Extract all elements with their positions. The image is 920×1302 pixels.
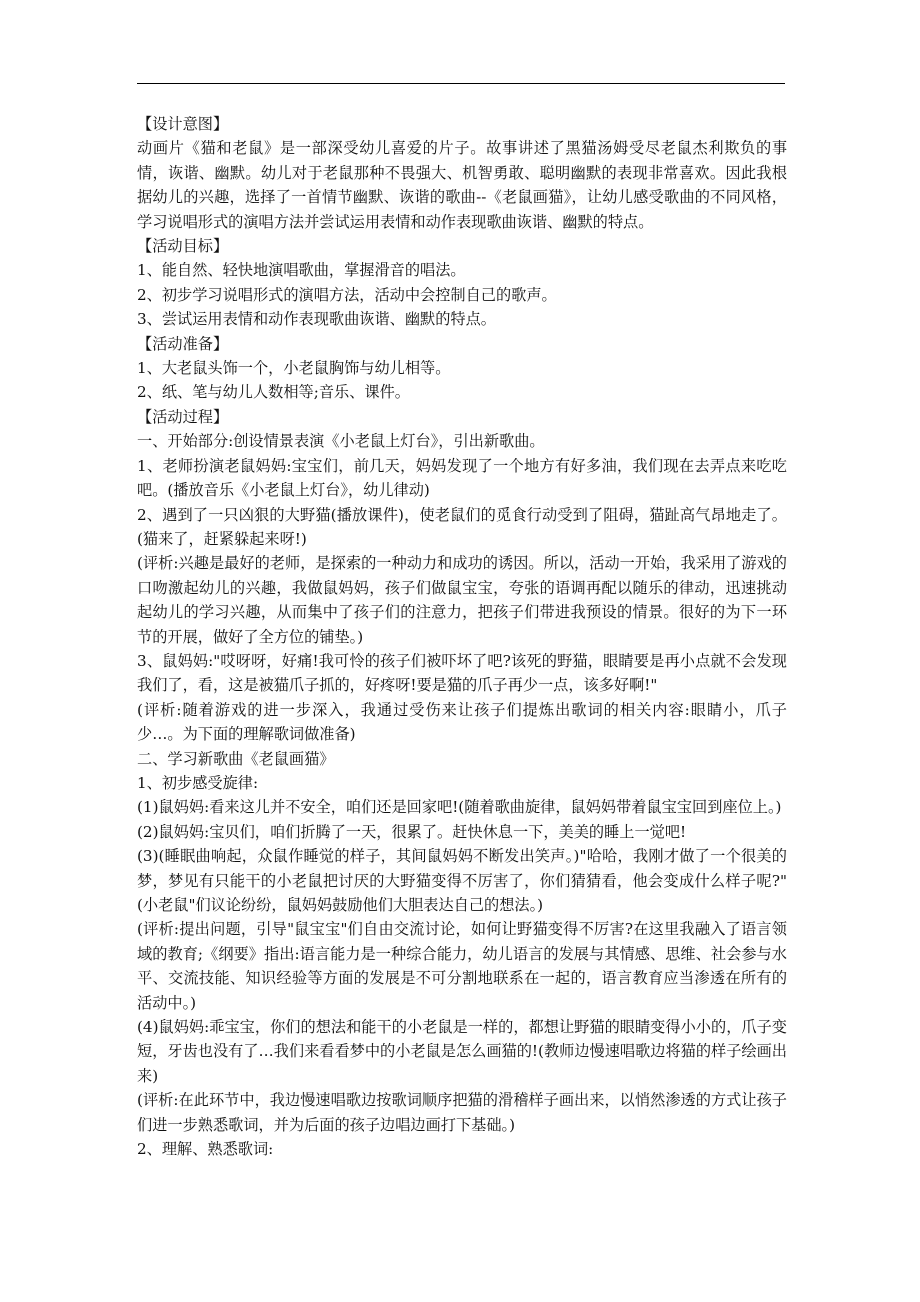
section-heading-process: 【活动过程】 — [137, 407, 229, 426]
process-step-1: 1、老师扮演老鼠妈妈:宝宝们，前几天，妈妈发现了一个地方有好多油，我们现在去弄点来吃吃吧。(播放音乐《小老鼠上灯台》，幼儿律动) — [137, 456, 787, 500]
commentary-4: (评析:在此环节中，我边慢速唱歌边按歌词顺序把猫的滑稽样子画出来，以悄然渗透的方式让孩子们进一步熟悉歌词，并为后面的孩子边唱边画打下基础。) — [137, 1091, 787, 1134]
goal-item-1: 1、能自然、轻快地演唱歌曲，掌握滑音的唱法。 — [137, 261, 466, 280]
commentary-3: (评析:提出问题，引导"鼠宝宝"们自由交流讨论，如何让野猫变得不厉害?在这里我融入了语言领域的教育;《纲要》指出:语言能力是一种综合能力，幼儿语言的发展与其情感、思维、社会参与水平、交流技能、知识经验等方面的发展是不可分割地联系在一起的，语言教育应当渗透在所有的活动中。) — [137, 920, 787, 1012]
preparation-item-2: 2、纸、笔与幼儿人数相等;音乐、课件。 — [137, 383, 410, 402]
melody-step-2: (2)鼠妈妈:宝贝们，咱们折腾了一天，很累了。赶快休息一下，美美的睡上一觉吧! — [137, 822, 687, 841]
goal-item-2: 2、初步学习说唱形式的演唱方法，活动中会控制自己的歌声。 — [137, 285, 557, 304]
melody-step-4: (4)鼠妈妈:乖宝宝，你们的想法和能干的小老鼠是一样的，都想让野猫的眼睛变得小小的，爪子变短，牙齿也没有了…我们来看看梦中的小老鼠是怎么画猫的!(教师边慢速唱歌边将猫的样子绘画出来) — [137, 1018, 787, 1085]
process-part-1-title: 一、开始部分:创设情景表演《小老鼠上灯台》，引出新歌曲。 — [137, 432, 545, 451]
commentary-2: (评析:随着游戏的进一步深入，我通过受伤来让孩子们提炼出歌词的相关内容:眼睛小，爪子少…。为下面的理解歌词做准备) — [137, 700, 787, 744]
commentary-1: (评析:兴趣是最好的老师，是探索的一种动力和成功的诱因。所以，活动一开始，我采用了游戏的口吻激起幼儿的兴趣，我做鼠妈妈，孩子们做鼠宝宝，夸张的语调再配以随乐的律动，迅速挑动起幼儿的学习兴趣，从而集中了孩子们的注意力，把孩子们带进我预设的情景。很好的为下一环节的开展，做好了全方位的铺垫。) — [137, 554, 787, 646]
process-part-2-title: 二、学习新歌曲《老鼠画猫》 — [137, 749, 335, 768]
section-heading-goals: 【活动目标】 — [137, 237, 229, 256]
goal-item-3: 3、尝试运用表情和动作表现歌曲诙谐、幽默的特点。 — [137, 310, 496, 329]
melody-step-1: (1)鼠妈妈:看来这儿并不安全，咱们还是回家吧!(随着歌曲旋律，鼠妈妈带着鼠宝宝回到座位上。) — [137, 798, 782, 817]
document-body — [137, 112, 787, 1161]
lyrics-title: 2、理解、熟悉歌词: — [137, 1140, 274, 1159]
section-heading-design-intent: 【设计意图】 — [137, 115, 229, 133]
melody-step-3: (3)(睡眠曲响起，众鼠作睡觉的样子，其间鼠妈妈不断发出笑声。)"哈哈，我刚才做了一个很美的梦，梦见有只能干的小老鼠把讨厌的大野猫变得不厉害了，你们猜猜看，他会变成什么样子呢?"(小老鼠"们议论纷纷，鼠妈妈鼓励他们大胆表达自己的想法。) — [137, 847, 787, 914]
process-step-2: 2、遇到了一只凶狠的大野猫(播放课件)，使老鼠们的觅食行动受到了阻碍，猫趾高气昂地走了。(猫来了，赶紧躲起来呀!) — [137, 505, 787, 548]
melody-title: 1、初步感受旋律: — [137, 773, 259, 792]
preparation-item-1: 1、大老鼠头饰一个，小老鼠胸饰与幼儿相等。 — [137, 359, 451, 378]
header-rule — [137, 83, 785, 84]
process-step-3: 3、鼠妈妈:"哎呀呀，好痛!我可怜的孩子们被吓坏了吧?该死的野猫，眼睛要是再小点就不会发现我们了，看，这是被猫爪子抓的，好疼呀!要是猫的爪子再少一点，该多好啊!" — [137, 651, 787, 695]
section-heading-preparation: 【活动准备】 — [137, 334, 229, 353]
paragraph-design-intent: 动画片《猫和老鼠》是一部深受幼儿喜爱的片子。故事讲述了黑猫汤姆受尽老鼠杰利欺负的事情，诙谐、幽默。幼儿对于老鼠那种不畏强大、机智勇敢、聪明幽默的表现非常喜欢。因此我根据幼儿的兴趣，选择了一首情节幽默、诙谐的歌曲--《老鼠画猫》，让幼儿感受歌曲的不同风格，学习说唱形式的演唱方法并尝试运用表情和动作表现歌曲诙谐、幽默的特点。 — [137, 139, 787, 231]
